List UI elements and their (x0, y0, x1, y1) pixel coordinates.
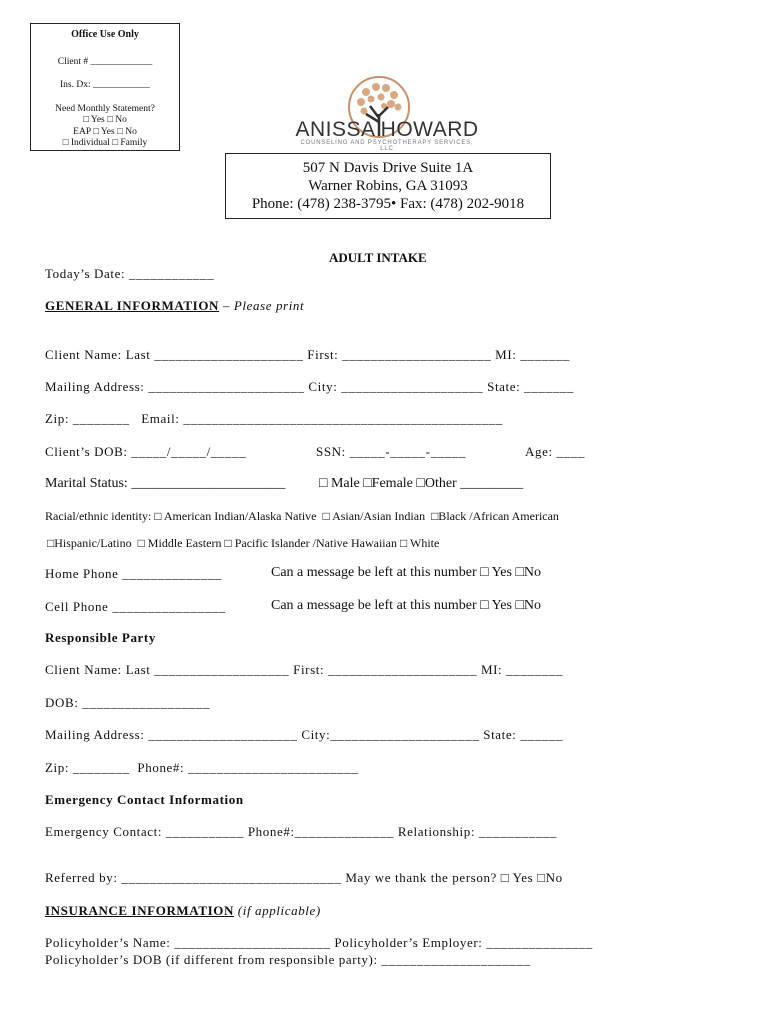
address-line3: Phone: (478) 238-3795• Fax: (478) 202-9018 (251, 196, 525, 212)
gender-checkboxes[interactable]: □ Male □Female □Other _________ (319, 476, 524, 491)
office-monthly-checkboxes[interactable]: □ Yes □ No (83, 115, 127, 125)
office-client-field[interactable]: Client # _____________ (57, 57, 153, 67)
referred-by-field[interactable]: Referred by: _______________________________ May we thank the person? □ Yes □No (45, 870, 563, 885)
office-insdx-field[interactable]: Ins. Dx: ____________ (60, 80, 150, 90)
emergency-contact-field[interactable]: Emergency Contact: ___________ Phone#:______________ Relationship: ___________ (45, 824, 557, 839)
race-checkboxes-row1[interactable]: Racial/ethnic identity: □ American Indian/Alaska Native □ Asian/Asian Indian □Black /African American (45, 509, 559, 523)
general-info-title: GENERAL INFORMATION (45, 298, 220, 313)
responsible-zip-phone-field[interactable]: Zip: ________ Phone#: ________________________ (45, 760, 359, 775)
address-box (225, 153, 551, 219)
insurance-heading (45, 903, 321, 919)
office-billing-checkboxes[interactable]: □ Individual □ Family (62, 138, 148, 148)
zip-email-field[interactable]: Zip: ________ Email: _____________________________________________ (45, 411, 503, 426)
responsible-party-heading: Responsible Party (45, 630, 156, 645)
insurance-note: (if applicable) (233, 903, 321, 918)
age-field[interactable]: Age: ____ (525, 444, 585, 459)
home-phone-field[interactable]: Home Phone ______________ (45, 566, 222, 581)
responsible-name-field[interactable]: Client Name: Last ___________________ First: _____________________ MI: ________ (45, 662, 563, 677)
policyholder-name-field[interactable]: Policyholder’s Name: ______________________ Policyholder’s Employer: _______________ (45, 935, 593, 950)
office-eap-checkboxes[interactable]: EAP □ Yes □ No (73, 127, 137, 137)
address-line2: Warner Robins, GA 31093 (308, 178, 468, 194)
cell-message-checkboxes[interactable]: Can a message be left at this number □ Yes □No (271, 598, 542, 613)
general-info-note: – Please print (219, 298, 305, 313)
address-line1: 507 N Davis Drive Suite 1A (302, 160, 474, 176)
ssn-field[interactable]: SSN: _____-_____-_____ (316, 444, 467, 459)
insurance-title: INSURANCE INFORMATION (45, 903, 234, 918)
cell-phone-field[interactable]: Cell Phone ________________ (45, 599, 226, 614)
home-message-checkboxes[interactable]: Can a message be left at this number □ Yes □No (271, 565, 542, 580)
logo-subtitle: COUNSELING AND PSYCHOTHERAPY SERVICES, LLC (300, 140, 474, 152)
policyholder-dob-field[interactable]: Policyholder’s DOB (if different from responsible party): _____________________ (45, 952, 531, 967)
emergency-contact-heading: Emergency Contact Information (45, 792, 244, 807)
responsible-dob-field[interactable]: DOB: __________________ (45, 695, 211, 710)
todays-date-field[interactable]: Today’s Date: ____________ (45, 266, 215, 281)
office-use-box (30, 23, 180, 151)
responsible-mailing-field[interactable]: Mailing Address: _____________________ City:_____________________ State: ______ (45, 727, 563, 742)
office-monthly-label: Need Monthly Statement? (55, 104, 155, 114)
client-dob-field[interactable]: Client’s DOB: _____/_____/_____ (45, 444, 247, 459)
marital-status-field[interactable]: Marital Status: ______________________ (45, 476, 286, 491)
form-title: ADULT INTAKE (329, 250, 427, 265)
race-checkboxes-row2[interactable]: □Hispanic/Latino □ Middle Eastern □ Pacific Islander /Native Hawaiian □ White (47, 536, 440, 550)
logo-wordmark: ANISSA HOWARD (295, 118, 479, 141)
office-use-title: Office Use Only (71, 29, 139, 40)
mailing-address-field[interactable]: Mailing Address: ______________________ City: ____________________ State: _______ (45, 379, 574, 394)
client-name-field[interactable]: Client Name: Last _____________________ First: _____________________ MI: _______ (45, 347, 571, 362)
general-info-heading (45, 298, 304, 314)
